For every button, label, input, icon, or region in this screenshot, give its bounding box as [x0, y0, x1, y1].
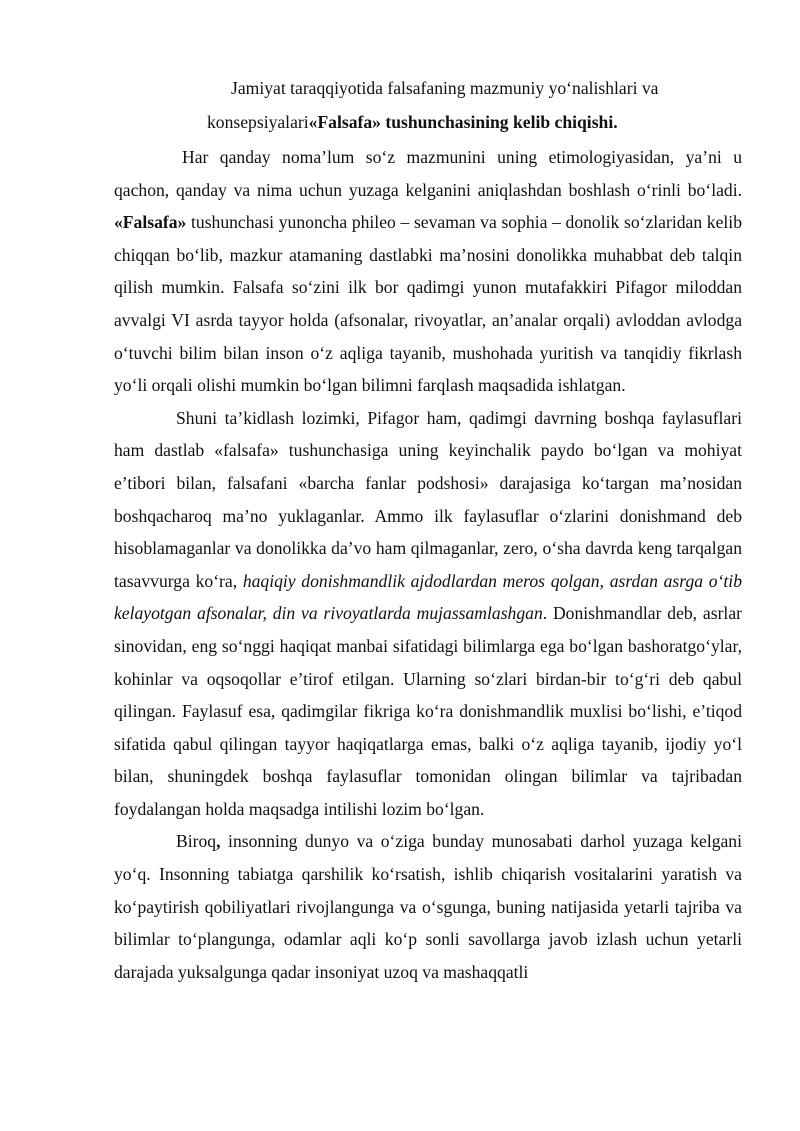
title-line-1 — [231, 77, 659, 99]
paragraph-1-text-b: tushunchasi yunoncha phileo – sevaman va sophia – donolik so‘zlaridan kelib chiqqan bo‘lib, mazkur atamaning dastlabki ma’nosini donolikka muhabbat deb talqin qilish mumkin. Falsafa so‘zini ilk bor qadimgi yunon mutafakkiri Pifagor miloddan avvalgi VI asrda tayyor holda (afsonalar, rivoyatlar, an’analar orqali) avloddan avlodga o‘tuvchi bilim bilan inson o‘z aqliga tayanib, mushohada yuritish va tanqidiy fikrlash yo‘li orqali olishi mumkin bo‘lgan bilimni farqlash maqsadida ishlatgan. — [114, 212, 742, 396]
paragraph-1-text-a: Har qanday noma’lum so‘z mazmunini uning etimologiyasidan, ya’ni u qachon, qanday va nima uchun yuzaga kelganini aniqlashdan boshlash o‘rinli bo‘ladi. — [114, 147, 742, 200]
title-text-2-plain: konsepsiyalari — [207, 112, 309, 132]
paragraph-3-text-b: insonning dunyo va o‘ziga bunday munosabati darhol yuzaga kelgani yo‘q. Insonning tabiatga qarshilik ko‘rsatish, ishlib chiqarish vositalarini yaratish va ko‘paytirish qobiliyatlari rivojlangunga va o‘sgunga, buning natijasida yetarli tajriba va bilimlar to‘plangunga, odamlar aqli ko‘p sonli savollarga javob izlash uchun yetarli darajada yuksalgunga qadar insoniyat uzoq va mashaqqatli — [114, 831, 742, 982]
paragraph-1-bold-term: «Falsafa» — [114, 212, 187, 233]
paragraph-3-bold-comma: , — [216, 831, 221, 852]
title-line-2 — [207, 111, 618, 133]
paragraph-3-text-a: Biroq — [176, 831, 217, 852]
paragraph-1 — [114, 141, 742, 402]
paragraph-2-italic: haqiqiy donishmandlik ajdodlardan meros qolgan, asrdan asrga o‘tib kelayotgan afsonalar, din va rivoyatlarda mujassamlashgan — [114, 570, 742, 624]
paragraph-3 — [114, 825, 742, 988]
paragraph-2-text-b: . Donishmandlar deb, asrlar sinovidan, eng so‘nggi haqiqat manbai sifatidagi bilimlarga ega bo‘lgan bashoratgo‘ylar, kohinlar va oqsoqollar e’tirof etilgan. Ularning so‘zlari birdan-bir to‘g‘ri deb qabul qilingan. Faylasuf esa, qadimgilar fikriga ko‘ra donishmandlik muxlisi bo‘lishi, e’tiqod sifatida qabul qilingan tayyor haqiqatlarga emas, balki o‘z aqliga tayanib, ijodiy yo‘l bilan, shuningdek boshqa faylasuflar tomonidan olingan bilimlar va tajribadan foydalangan holda maqsadga intilishi lozim bo‘lgan. — [114, 603, 742, 819]
document-body — [114, 141, 742, 988]
paragraph-2-text-a: Shuni ta’kidlash lozimki, Pifagor ham, qadimgi davrning boshqa faylasuflari ham dastlab «falsafa» tushunchasiga uning keyinchalik paydo bo‘lgan va mohiyat e’tibori bilan, falsafani «barcha fanlar podshosi» darajasiga ko‘targan ma’nosidan boshqacharoq ma’no yuklaganlar. Ammo ilk faylasuflar o‘zlarini donishmand deb hisoblamaganlar va donolikka da’vo ham qilmaganlar, zero, o‘sha davrda keng tarqalgan tasavvurga ko‘ra, — [114, 407, 742, 591]
paragraph-2 — [114, 402, 742, 826]
title-text-2-bold: «Falsafa» tushunchasining kelib chiqishi. — [308, 112, 618, 132]
title-text-1: Jamiyat taraqqiyotida falsafaning mazmuniy yo‘nalishlari va — [231, 78, 659, 98]
